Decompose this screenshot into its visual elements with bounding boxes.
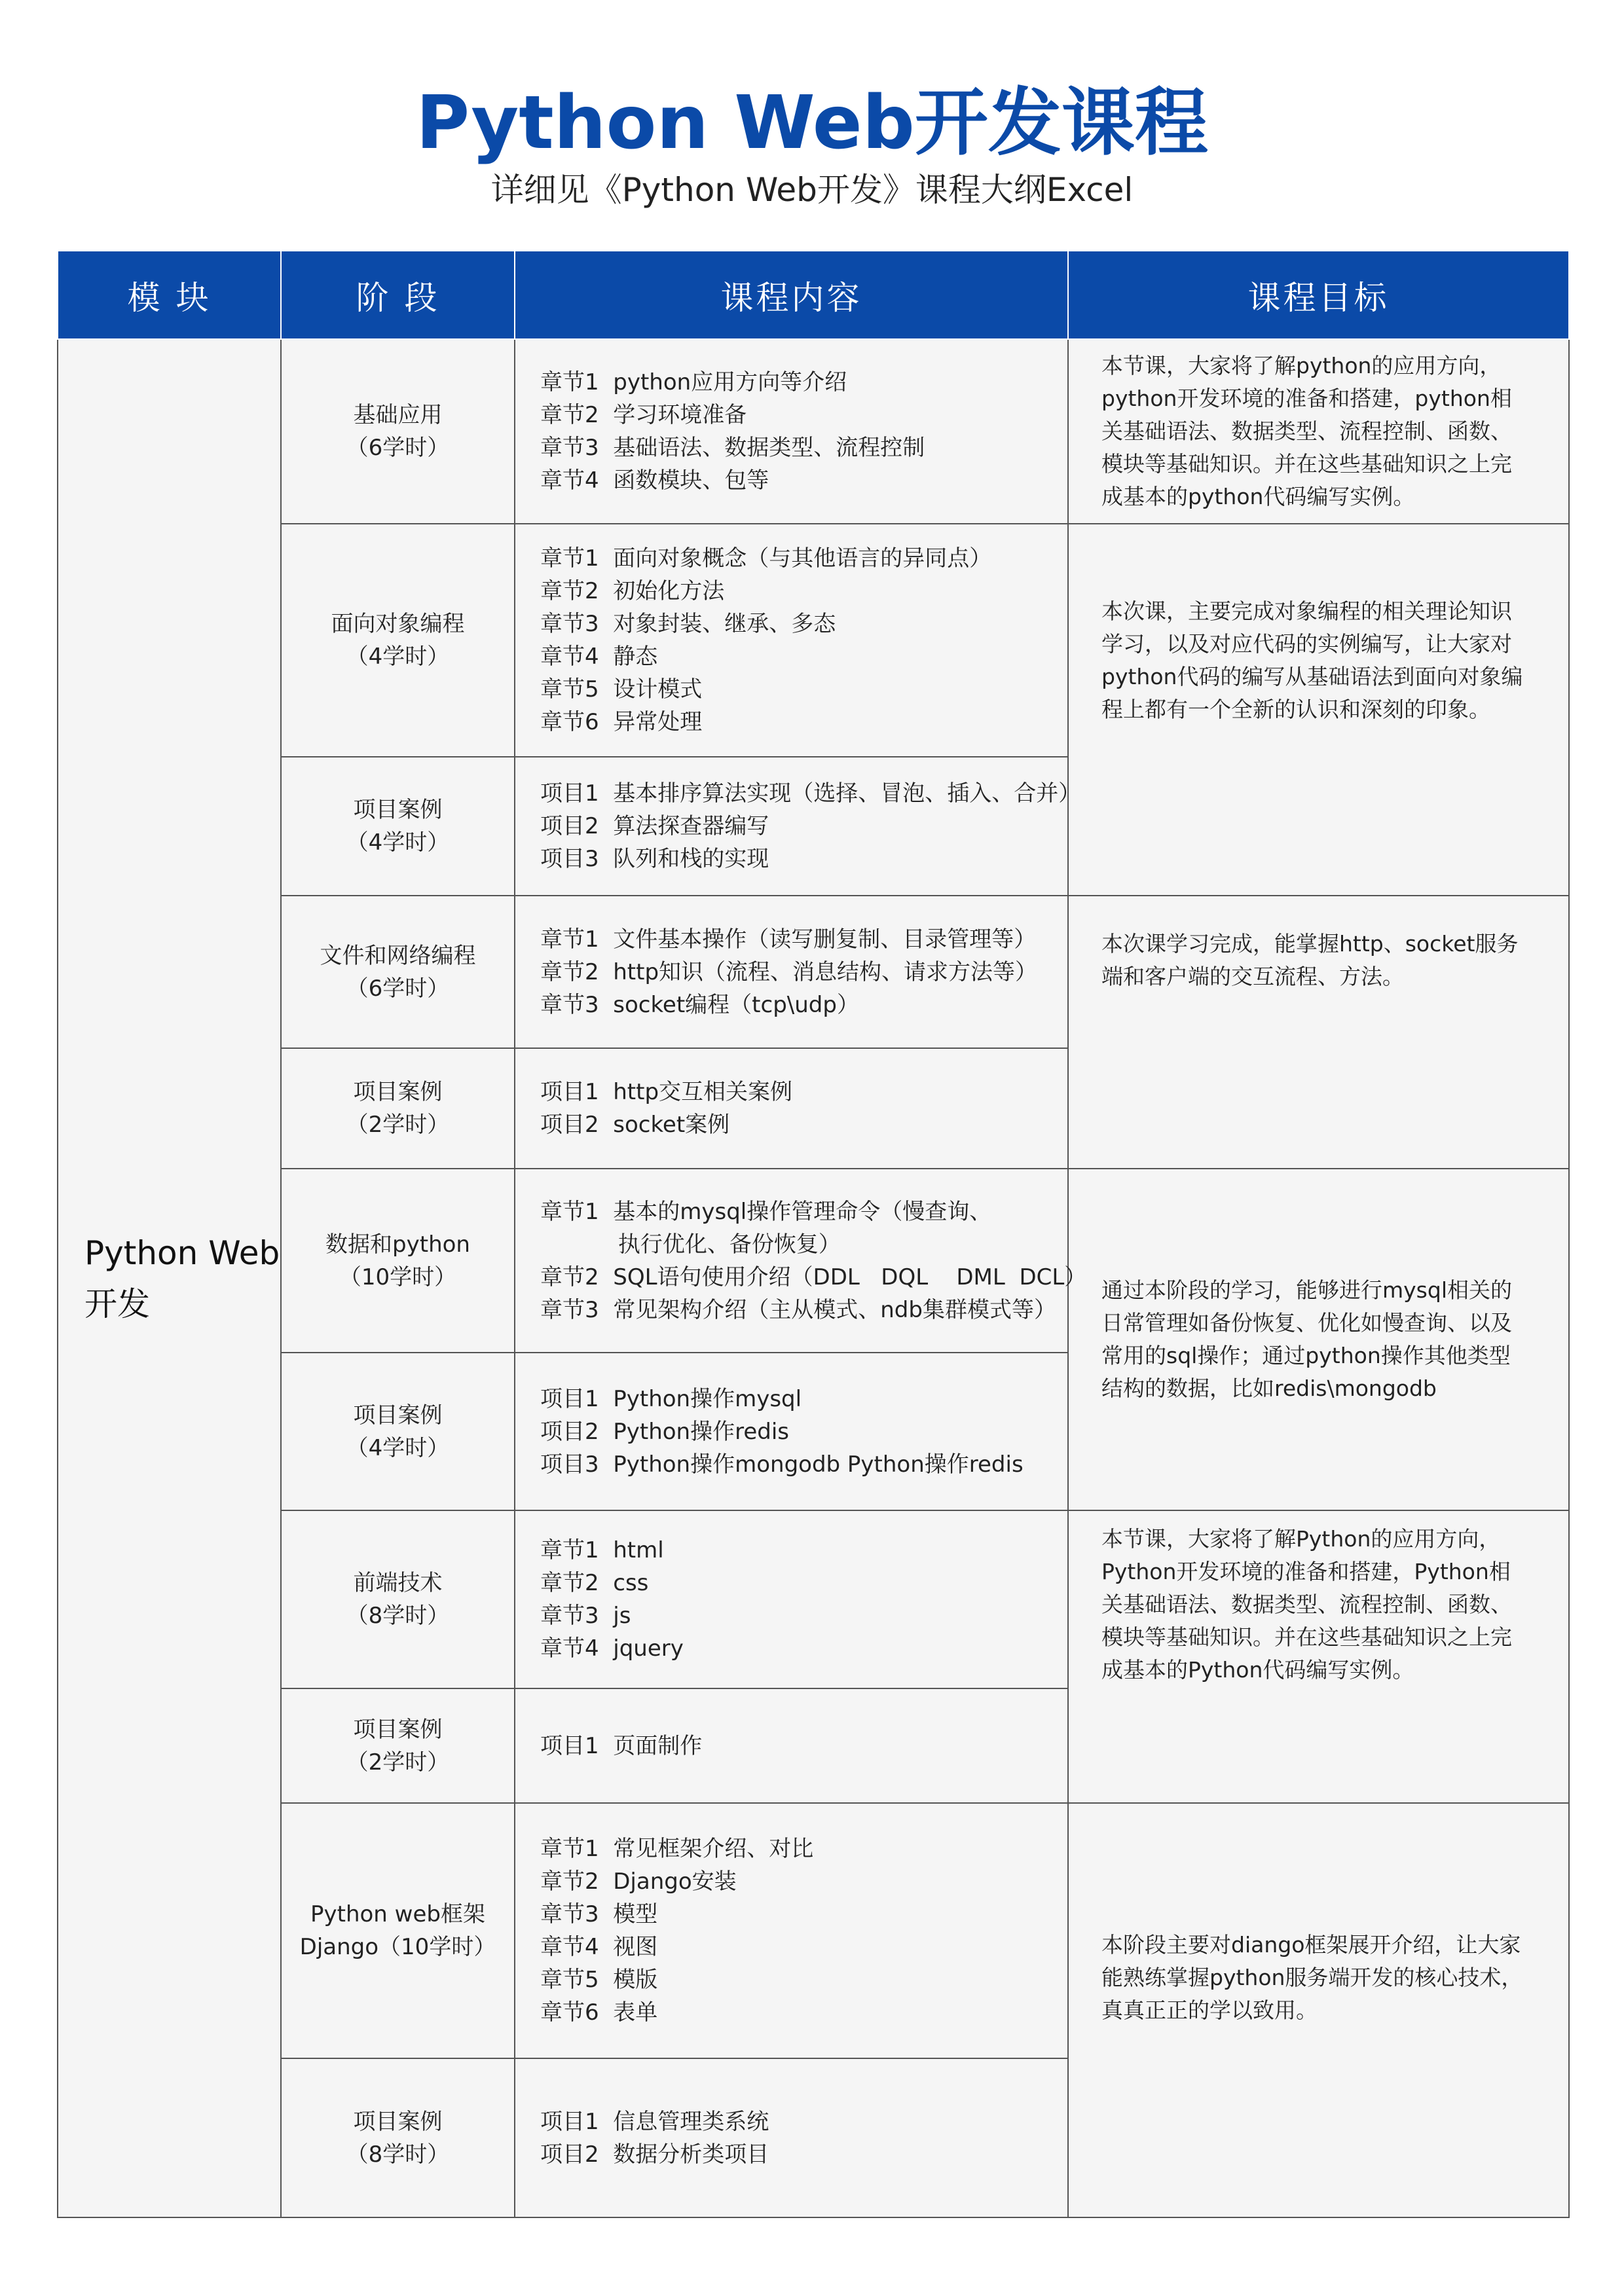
content-cell — [515, 757, 1081, 896]
content-line: 章节3 常见架构介绍（主从模式、ndb集群模式等） — [540, 1296, 1056, 1323]
content-line: 章节2 SQL语句使用介绍（DDL DQL DML DCL） — [540, 1264, 1087, 1290]
course-table — [57, 250, 1570, 2218]
content-line: 项目1 http交互相关案例 — [540, 1079, 793, 1105]
page-title: Python Web开发课程 — [416, 81, 1208, 166]
content-cell — [515, 2058, 1068, 2217]
content-line: 章节6 异常处理 — [540, 709, 703, 735]
content-cell — [515, 1803, 1068, 2058]
goal-text: 本阶段主要对diango框架展开介绍，让大家能熟练掌握python服务端开发的核心技术，真真正正的学以致用。 — [1101, 1931, 1523, 2023]
stage-name: 数据和python — [325, 1231, 470, 1258]
stage-name: 文件和网络编程 — [320, 942, 476, 969]
goal-cell — [1068, 1803, 1569, 2217]
stage-name: 前端技术 — [353, 1570, 443, 1596]
stage-cell — [281, 1353, 515, 1510]
table-row — [58, 1510, 1569, 1688]
stage-cell — [281, 524, 515, 757]
stage-hours: （2学时） — [346, 1112, 450, 1138]
content-line: 项目2 socket案例 — [540, 1112, 730, 1138]
content-line: 项目2 数据分析类项目 — [540, 2141, 769, 2168]
stage-hours: （4学时） — [346, 1434, 450, 1461]
content-line: 章节1 文件基本操作（读写删复制、目录管理等） — [540, 926, 1037, 953]
content-cell — [515, 339, 1068, 524]
stage-name: 项目案例 — [353, 1079, 443, 1105]
stage-name: 项目案例 — [353, 2108, 443, 2135]
stage-hours: （8学时） — [346, 1603, 450, 1629]
stage-hours: Django（10学时） — [299, 1934, 496, 1960]
content-line: 章节1 html — [540, 1537, 664, 1563]
content-line: 章节1 面向对象概念（与其他语言的异同点） — [540, 545, 992, 572]
stage-cell — [281, 1688, 515, 1803]
stage-hours: （4学时） — [346, 644, 450, 670]
table-row — [58, 339, 1569, 524]
content-line: 章节6 表单 — [540, 1999, 658, 2026]
stage-name: 项目案例 — [353, 1402, 443, 1429]
stage-name: 项目案例 — [353, 1716, 443, 1743]
goal-cell — [1068, 524, 1569, 896]
stage-hours: （6学时） — [346, 435, 450, 461]
stage-name: 项目案例 — [353, 797, 443, 823]
content-line: 章节2 初始化方法 — [540, 578, 725, 604]
module-cell — [58, 339, 281, 2217]
content-line: 项目1 信息管理类系统 — [540, 2108, 769, 2135]
content-line: 项目2 算法探查器编写 — [540, 813, 769, 839]
goal-text: 本节课，大家将了解Python的应用方向，Python开发环境的准备和搭建，Python相关基础语法、数据类型、流程控制、函数、模块等基础知识。并在这些基础知识之上完成基本的Python代码编写实例。 — [1101, 1525, 1512, 1683]
content-line: 项目1 页面制作 — [540, 1732, 703, 1759]
stage-cell — [281, 339, 515, 524]
content-cell — [515, 896, 1068, 1048]
stage-cell — [281, 757, 515, 896]
goal-cell: 本节课，大家将了解python的应用方向，python开发环境的准备和搭建，python相关基础语法、数据类型、流程控制、函数、模块等基础知识。并在这些基础知识之上完成基本的python代码编写实例。 — [1068, 339, 1569, 524]
header-module: 模 块 — [58, 251, 281, 339]
stage-name: 面向对象编程 — [331, 611, 465, 637]
content-line: 章节1 基本的mysql操作管理命令（慢查询、 — [540, 1198, 992, 1225]
stage-hours: （8学时） — [346, 2141, 450, 2168]
content-cell — [515, 1353, 1068, 1510]
goal-text: 本次课学习完成，能掌握http、socket服务端和客户端的交互流程、方法。 — [1101, 930, 1519, 989]
content-line: 章节5 模版 — [540, 1967, 658, 1993]
content-cell — [515, 524, 1068, 757]
content-line: 章节2 学习环境准备 — [540, 402, 747, 428]
content-line: 项目1 基本排序算法实现（选择、冒泡、插入、合并） — [540, 780, 1081, 807]
content-line: 章节2 http知识（流程、消息结构、请求方法等） — [540, 958, 1038, 985]
stage-hours: （10学时） — [339, 1264, 457, 1290]
header-stage: 阶 段 — [281, 251, 515, 339]
stage-name: Python web框架 — [310, 1901, 485, 1927]
goal-text: 本次课，主要完成对象编程的相关理论知识学习，以及对应代码的实例编写，让大家对python代码的编写从基础语法到面向对象编程上都有一个全新的认识和深刻的印象。 — [1101, 598, 1523, 722]
stage-cell — [281, 1803, 515, 2058]
content-cell — [515, 1510, 1068, 1688]
stage-name: 基础应用 — [353, 402, 443, 428]
table-row — [58, 896, 1569, 1048]
stage-cell — [281, 896, 515, 1048]
stage-cell — [281, 2058, 515, 2217]
content-line: 章节1 python应用方向等介绍 — [540, 369, 847, 395]
content-line: 项目2 Python操作redis — [540, 1418, 789, 1445]
content-line: 章节1 常见框架介绍、对比 — [540, 1836, 814, 1862]
header-content: 课程内容 — [515, 251, 1068, 339]
table-row — [58, 1169, 1569, 1353]
content-line: 章节3 模型 — [540, 1901, 658, 1927]
content-line: 章节3 socket编程（tcp\udp） — [540, 991, 859, 1018]
content-cell — [515, 1048, 1068, 1169]
stage-hours: （2学时） — [346, 1749, 450, 1776]
table-header-row — [58, 251, 1569, 339]
page-subtitle: 详细见《Python Web开发》课程大纲Excel — [490, 171, 1134, 209]
content-cell — [515, 1688, 1068, 1803]
content-line: 章节4 静态 — [540, 644, 658, 670]
content-line: 章节5 设计模式 — [540, 676, 703, 702]
module-label: Python Web 开发 — [84, 1233, 280, 1323]
goal-cell — [1068, 896, 1569, 1169]
content-line: 执行优化、备份恢复） — [540, 1231, 841, 1258]
content-line: 项目3 队列和栈的实现 — [540, 846, 769, 872]
content-line: 章节3 基础语法、数据类型、流程控制 — [540, 435, 925, 461]
stage-cell — [281, 1048, 515, 1169]
content-line: 章节3 js — [540, 1603, 631, 1629]
goal-cell: 通过本阶段的学习，能够进行mysql相关的日常管理如备份恢复、优化如慢查询、以及常用的sql操作；通过python操作其他类型结构的数据，比如redis\mongodb — [1068, 1169, 1569, 1510]
content-line: 章节2 css — [540, 1570, 649, 1596]
table-row — [58, 524, 1569, 757]
content-line: 章节3 对象封装、继承、多态 — [540, 611, 836, 637]
goal-cell — [1068, 1510, 1569, 1803]
content-line: 章节2 Django安装 — [540, 1868, 737, 1895]
stage-hours: （6学时） — [346, 975, 450, 1002]
content-line: 项目3 Python操作mongodb Python操作redis — [540, 1451, 1024, 1478]
content-cell — [515, 1169, 1087, 1353]
content-line: 章节4 视图 — [540, 1934, 658, 1960]
header-goal: 课程目标 — [1068, 251, 1569, 339]
stage-cell — [281, 1510, 515, 1688]
content-line: 章节4 jquery — [540, 1635, 684, 1662]
stage-hours: （4学时） — [346, 829, 450, 856]
content-line: 章节4 函数模块、包等 — [540, 467, 769, 494]
stage-cell — [281, 1169, 515, 1353]
content-line: 项目1 Python操作mysql — [540, 1385, 802, 1412]
table-row — [58, 1803, 1569, 2058]
